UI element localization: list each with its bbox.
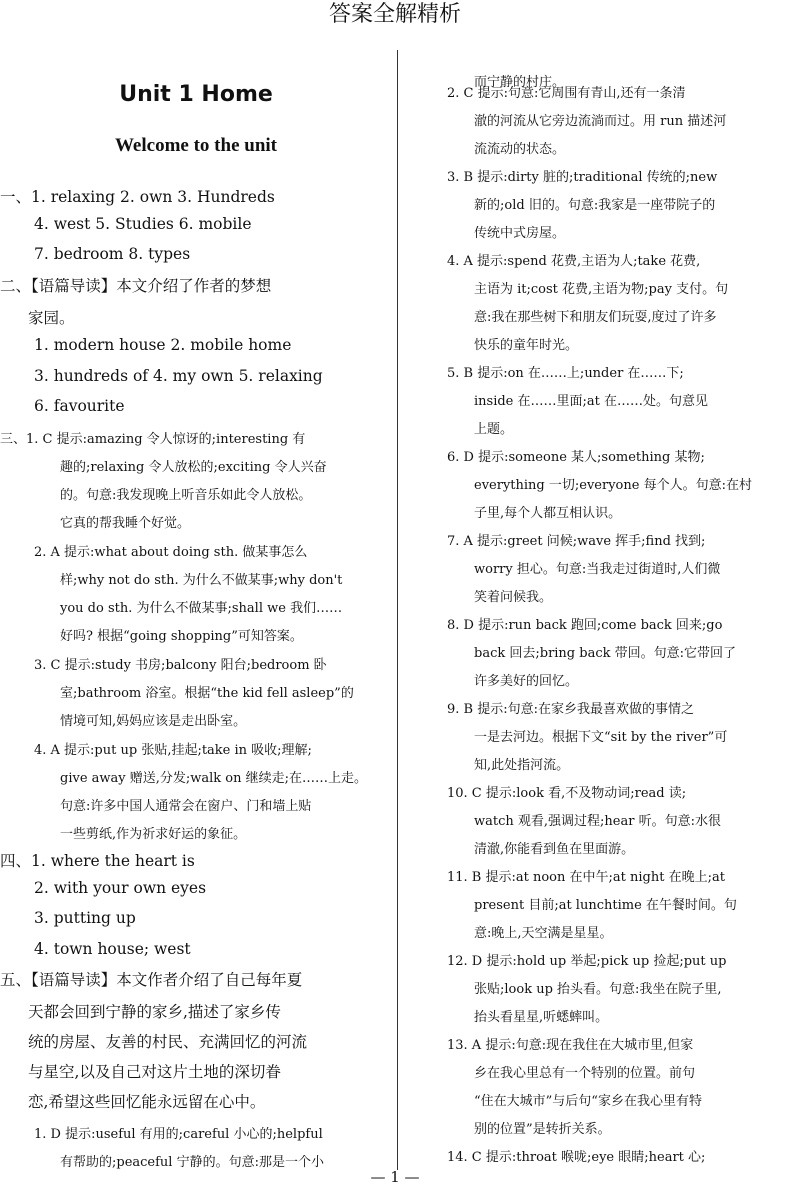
left-line: 室;bathroom 浴室。根据“the kid fell asleep”的 <box>60 686 354 701</box>
right-line: 上题。 <box>474 422 514 437</box>
left-line: 三、1. C 提示:amazing 令人惊讶的;interesting 有 <box>0 432 306 447</box>
left-line: 3. hundreds of 4. my own 5. relaxing <box>34 367 323 385</box>
right-line: 5. B 提示:on 在……上;under 在……下; <box>447 366 684 381</box>
right-line: 而宁静的村庄。 <box>474 75 566 90</box>
left-line: 4. west 5. Studies 6. mobile <box>34 215 252 233</box>
left-line: 统的房屋、友善的村民、充满回忆的河流 <box>28 1033 308 1051</box>
right-line: 9. B 提示:句意:在家乡我最喜欢做的事情之 <box>447 702 694 717</box>
right-line: 8. D 提示:run back 跑回;come back 回来;go <box>447 618 723 633</box>
right-line: watch 观看,强调过程;hear 听。句意:水很 <box>474 814 721 829</box>
left-line: 6. favourite <box>34 397 125 415</box>
left-line: you do sth. 为什么不做某事;shall we 我们…… <box>60 601 343 616</box>
left-line: 与星空,以及自己对这片土地的深切眷 <box>28 1063 281 1081</box>
left-line: 句意:许多中国人通常会在窗户、门和墙上贴 <box>60 799 312 814</box>
right-line: 10. C 提示:look 看,不及物动词;read 读; <box>447 786 687 801</box>
left-line: 3. C 提示:study 书房;balcony 阳台;bedroom 卧 <box>34 658 327 673</box>
right-line: 笑着问候我。 <box>474 590 553 605</box>
right-line: 抬头看星星,听蟋蟀叫。 <box>474 1010 609 1025</box>
right-line: 4. A 提示:spend 花费,主语为人;take 花费, <box>447 254 701 269</box>
right-line: 一是去河边。根据下文“sit by the river”可 <box>474 730 728 745</box>
right-line: inside 在……里面;at 在……处。句意见 <box>474 394 708 409</box>
left-line: 四、1. where the heart is <box>0 852 195 870</box>
page-number: — 1 — <box>370 1168 420 1186</box>
right-line: 意:晚上,天空满是星星。 <box>474 926 613 941</box>
page-header: 答案全解精析 <box>328 2 461 27</box>
right-line: 快乐的童年时光。 <box>474 338 579 353</box>
left-line: 一、1. relaxing 2. own 3. Hundreds <box>0 188 275 206</box>
right-line: 11. B 提示:at noon 在中午;at night 在晚上;at <box>447 870 725 885</box>
right-line: 许多美好的回忆。 <box>474 674 579 689</box>
right-line: 澈的河流从它旁边流淌而过。用 run 描述河 <box>474 114 727 129</box>
left-line: 趣的;relaxing 令人放松的;exciting 令人兴奋 <box>60 460 327 475</box>
right-line: 知,此处指河流。 <box>474 758 570 773</box>
left-line: 1. D 提示:useful 有用的;careful 小心的;helpful <box>34 1127 323 1142</box>
right-line: 7. A 提示:greet 问候;wave 挥手;find 找到; <box>447 534 706 549</box>
right-line: 传统中式房屋。 <box>474 226 566 241</box>
left-line: 1. modern house 2. mobile home <box>34 336 292 354</box>
left-line: 五、【语篇导读】本文作者介绍了自己每年夏 <box>0 971 303 989</box>
right-line: 13. A 提示:句意:现在我住在大城市里,但家 <box>447 1038 694 1053</box>
right-line: 清澈,你能看到鱼在里面游。 <box>474 842 635 857</box>
left-line: 4. A 提示:put up 张贴,挂起;take in 吸收;理解; <box>34 743 312 758</box>
right-line: “住在大城市”与后句“家乡在我心里有特 <box>474 1094 702 1109</box>
right-line: 新的;old 旧的。句意:我家是一座带院子的 <box>474 198 716 213</box>
left-line: 一些剪纸,作为祈求好运的象征。 <box>60 827 247 842</box>
column-divider <box>397 50 398 1170</box>
right-line: 意:我在那些树下和朋友们玩耍,度过了许多 <box>474 310 717 325</box>
section-title: Welcome to the unit <box>114 135 277 156</box>
left-line: 情境可知,妈妈应该是走出卧室。 <box>60 714 247 729</box>
right-line: 2. C 提示:句意:它周围有青山,还有一条清 <box>447 86 686 101</box>
right-line: 12. D 提示:hold up 举起;pick up 捡起;put up <box>447 954 727 969</box>
right-line: back 回去;bring back 带回。句意:它带回了 <box>474 646 737 661</box>
right-line: 别的位置”是转折关系。 <box>474 1122 611 1137</box>
left-line: 样;why not do sth. 为什么不做某事;why don't <box>60 573 343 588</box>
left-line: 4. town house; west <box>34 940 191 958</box>
left-line: 2. with your own eyes <box>34 879 207 897</box>
left-line: 它真的帮我睡个好觉。 <box>60 516 191 531</box>
right-line: 3. B 提示:dirty 脏的;traditional 传统的;new <box>447 170 718 185</box>
right-line: worry 担心。句意:当我走过街道时,人们微 <box>474 562 721 577</box>
left-line: 7. bedroom 8. types <box>34 245 191 263</box>
right-line: 子里,每个人都互相认识。 <box>474 506 622 521</box>
left-line: 天都会回到宁静的家乡,描述了家乡传 <box>28 1003 281 1021</box>
right-line: present 目前;at lunchtime 在午餐时间。句 <box>474 898 737 913</box>
unit-title: Unit 1 Home <box>119 82 273 107</box>
left-line: 二、【语篇导读】本文介绍了作者的梦想 <box>0 277 272 295</box>
right-line: 14. C 提示:throat 喉咙;eye 眼睛;heart 心; <box>447 1150 706 1165</box>
left-line: 3. putting up <box>34 909 136 927</box>
right-line: 6. D 提示:someone 某人;something 某物; <box>447 450 705 465</box>
left-line: give away 赠送,分发;walk on 继续走;在……上走。 <box>60 771 368 786</box>
right-line: 流流动的状态。 <box>474 142 566 157</box>
left-line: 好吗? 根据“going shopping”可知答案。 <box>60 629 303 644</box>
left-line: 2. A 提示:what about doing sth. 做某事怎么 <box>34 545 308 560</box>
right-line: 主语为 it;cost 花费,主语为物;pay 支付。句 <box>474 282 729 297</box>
right-line: 张贴;look up 抬头看。句意:我坐在院子里, <box>474 982 722 997</box>
left-line: 家园。 <box>28 309 75 327</box>
left-line: 有帮助的;peaceful 宁静的。句意:那是一个小 <box>60 1155 324 1170</box>
right-line: everything 一切;everyone 每个人。句意:在村 <box>474 478 752 493</box>
left-line: 的。句意:我发现晚上听音乐如此令人放松。 <box>60 488 312 503</box>
right-line: 乡在我心里总有一个特别的位置。前句 <box>474 1066 696 1081</box>
left-line: 恋,希望这些回忆能永远留在心中。 <box>28 1093 266 1111</box>
